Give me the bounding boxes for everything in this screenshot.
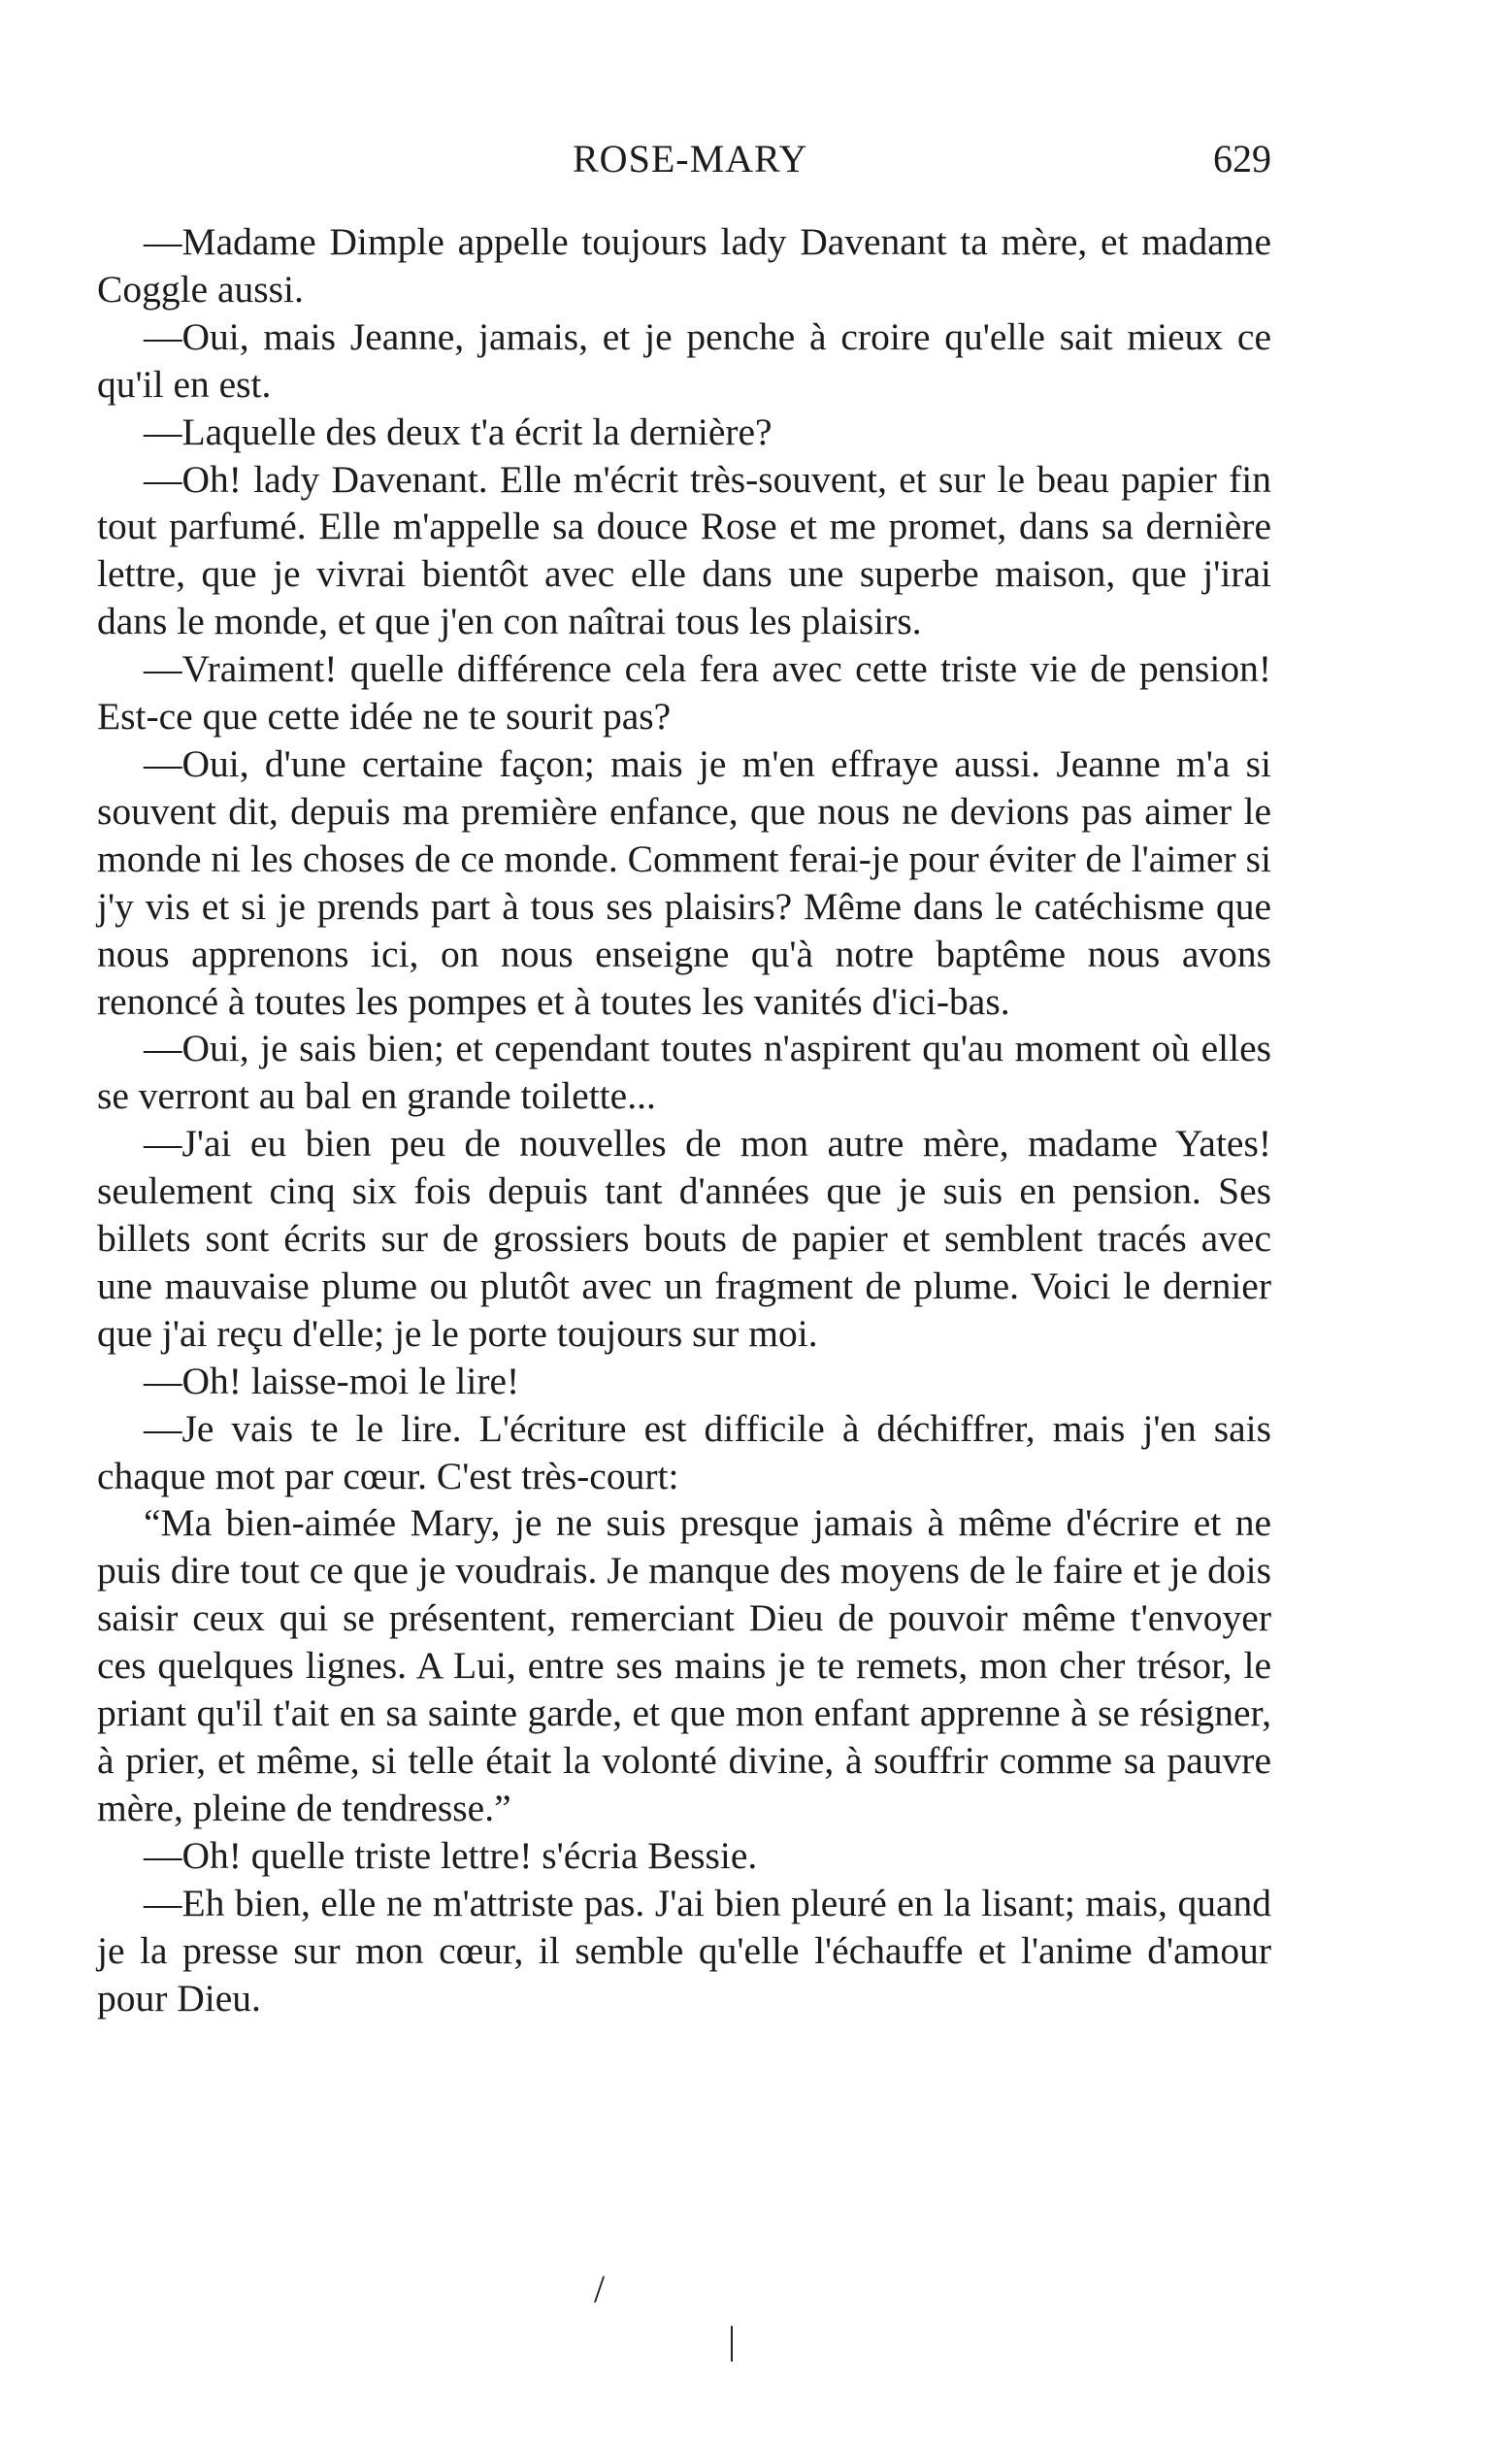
body-text xyxy=(97,218,1271,2021)
paragraph: —Oui, je sais bien; et cependant toutes n'aspirent qu'au moment où elles se verront au bal en grande toilette... xyxy=(97,1027,1271,1118)
paragraph: —Oh! quelle triste lettre! s'écria Bessie. xyxy=(144,1833,758,1877)
running-title: ROSE-MARY xyxy=(573,137,808,181)
paragraph: —Oui, mais Jeanne, jamais, et je penche à croire qu'elle sait mieux ce qu'il en est. xyxy=(97,314,1271,406)
stray-mark: / xyxy=(594,2267,606,2311)
paragraph: —Laquelle des deux t'a écrit la dernière? xyxy=(144,410,772,453)
running-header xyxy=(97,136,1271,194)
paragraph: —Vraiment! quelle différence cela fera avec cette triste vie de pension! Est-ce que cette idée ne te sourit pas? xyxy=(97,647,1271,739)
paragraph: —Madame Dimple appelle toujours lady Davenant ta mère, et madame Coggle aussi. xyxy=(97,220,1271,311)
paragraph: —Oh! lady Davenant. Elle m'écrit très-souvent, et sur le beau papier fin tout parfumé. Elle m'appelle sa douce Rose et me promet, dans sa dernière lettre, que je vivrai bientôt avec elle dans une superbe maison, que j'irai dans le monde, et que j'en con naîtrai tous les plaisirs. xyxy=(97,457,1271,643)
paragraph: —Je vais te le lire. L'écriture est difficile à déchiffrer, mais j'en sais chaque mot par cœur. C'est très-court: xyxy=(97,1406,1271,1497)
paragraph: —Eh bien, elle ne m'attriste pas. J'ai bien pleuré en la lisant; mais, quand je la presse sur mon cœur, il semble qu'elle l'échauffe et l'anime d'amour pour Dieu. xyxy=(97,1881,1271,2020)
page-number: 629 xyxy=(1213,137,1271,181)
paragraph: —Oui, d'une certaine façon; mais je m'en effraye aussi. Jeanne m'a si souvent dit, depuis ma première enfance, que nous ne devions pas aimer le monde ni les choses de ce monde. Comment ferai-je pour éviter de l'aimer si j'y vis et si je prends part à tous ses plaisirs? Même dans le catéchisme que nous apprenons ici, on nous enseigne qu'à notre baptême nous avons renoncé à toutes les pompes et à toutes les vanités d'ici-bas. xyxy=(97,741,1271,1023)
paragraph: —J'ai eu bien peu de nouvelles de mon autre mère, madame Yates! seulement cinq six fois depuis tant d'années que je suis en pension. Ses billets sont écrits sur de grossiers bouts de papier et semblent tracés avec une mauvaise plume ou plutôt avec un fragment de plume. Voici le dernier que j'ai reçu d'elle; je le porte toujours sur moi. xyxy=(97,1122,1271,1355)
letter-quote: “Ma bien-aimée Mary, je ne suis presque jamais à même d'écrire et ne puis dire tout ce que je voudrais. Je manque des moyens de le faire et je dois saisir ceux qui se présentent, remerciant Dieu de pouvoir même t'envoyer ces quelques lignes. A Lui, entre ses mains je te remets, mon cher trésor, le priant qu'il t'ait en sa sainte garde, et que mon enfant apprenne à se résigner, à prier, et même, si telle était la volonté divine, à souffrir comme sa pauvre mère, pleine de tendresse.” xyxy=(97,1501,1271,1829)
stray-mark: | xyxy=(728,2318,737,2362)
paragraph: —Oh! laisse-moi le lire! xyxy=(144,1359,520,1402)
